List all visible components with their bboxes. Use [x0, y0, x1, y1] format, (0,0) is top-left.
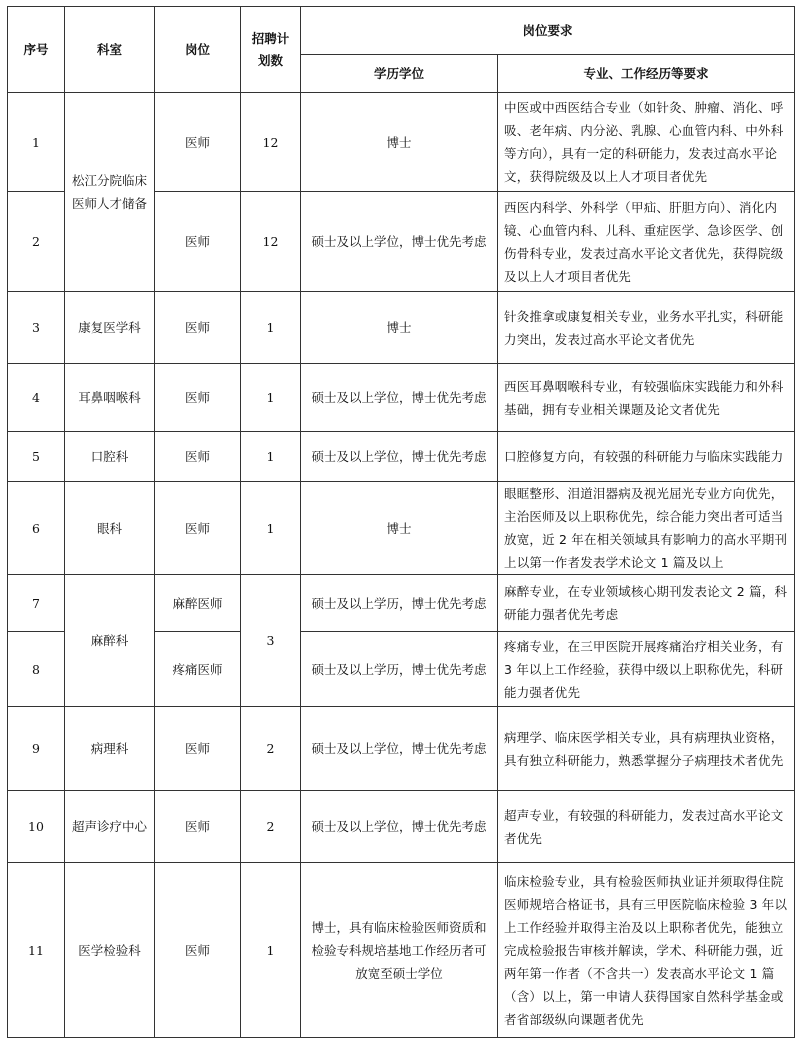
seq-cell: 2 [8, 192, 65, 292]
degree-cell: 硕士及以上学位，博士优先考虑 [301, 364, 498, 432]
header-post: 岗位 [155, 7, 241, 93]
table-row [8, 482, 795, 575]
major-cell: 口腔修复方向，有较强的科研能力与临床实践能力 [498, 432, 795, 482]
degree-cell: 硕士及以上学位，博士优先考虑 [301, 707, 498, 791]
table-row [8, 292, 795, 364]
seq-cell: 10 [8, 791, 65, 863]
quota-cell: 1 [241, 863, 301, 1038]
header-degree: 学历学位 [301, 55, 498, 93]
post-cell: 医师 [155, 482, 241, 575]
major-cell: 麻醉专业，在专业领域核心期刊发表论文 2 篇，科研能力强者优先考虑 [498, 575, 795, 632]
dept-cell: 松江分院临床医师人才储备 [65, 93, 155, 292]
dept-cell: 超声诊疗中心 [65, 791, 155, 863]
header-dept: 科室 [65, 7, 155, 93]
post-cell: 医师 [155, 364, 241, 432]
dept-cell: 眼科 [65, 482, 155, 575]
recruitment-table [7, 6, 795, 1038]
degree-cell: 硕士及以上学位，博士优先考虑 [301, 432, 498, 482]
seq-cell: 8 [8, 632, 65, 707]
quota-cell: 2 [241, 791, 301, 863]
degree-cell: 硕士及以上学位，博士优先考虑 [301, 192, 498, 292]
degree-cell: 博士，具有临床检验医师资质和检验专科规培基地工作经历者可放宽至硕士学位 [301, 863, 498, 1038]
quota-cell: 1 [241, 292, 301, 364]
major-cell: 西医内科学、外科学（甲疝、肝胆方向）、消化内镜、心血管内科、儿科、重症医学、急诊医学、创伤骨科专业，发表过高水平论文者优先，获得院级及以上人才项目者优先 [498, 192, 795, 292]
dept-cell: 病理科 [65, 707, 155, 791]
major-cell: 超声专业，有较强的科研能力，发表过高水平论文者优先 [498, 791, 795, 863]
degree-cell: 博士 [301, 482, 498, 575]
quota-cell: 1 [241, 364, 301, 432]
header-row [8, 7, 795, 55]
header-quota: 招聘计划数 [241, 7, 301, 93]
major-cell: 针灸推拿或康复相关专业，业务水平扎实，科研能力突出，发表过高水平论文者优先 [498, 292, 795, 364]
post-cell: 麻醉医师 [155, 575, 241, 632]
degree-cell: 硕士及以上学历，博士优先考虑 [301, 632, 498, 707]
quota-cell: 1 [241, 482, 301, 575]
seq-cell: 3 [8, 292, 65, 364]
dept-cell: 麻醉科 [65, 575, 155, 707]
post-cell: 医师 [155, 93, 241, 192]
degree-cell: 硕士及以上学位，博士优先考虑 [301, 791, 498, 863]
seq-cell: 9 [8, 707, 65, 791]
major-cell: 临床检验专业，具有检验医师执业证并须取得住院医师规培合格证书，具有三甲医院临床检验 3 年以上工作经验并取得主治及以上职称者优先，能独立完成检验报告审核并解读，学术、科研能力强，近两年第一作者（不含共一）发表高水平论文 1 篇（含）以上，第一申请人获得国家自然科学基金或者省部级纵向课题者优先 [498, 863, 795, 1038]
quota-cell: 12 [241, 93, 301, 192]
header-seq: 序号 [8, 7, 65, 93]
degree-cell: 硕士及以上学历，博士优先考虑 [301, 575, 498, 632]
quota-cell: 12 [241, 192, 301, 292]
dept-cell: 医学检验科 [65, 863, 155, 1038]
table-row [8, 93, 795, 192]
seq-cell: 6 [8, 482, 65, 575]
degree-cell: 博士 [301, 93, 498, 192]
seq-cell: 1 [8, 93, 65, 192]
post-cell: 疼痛医师 [155, 632, 241, 707]
major-cell: 疼痛专业，在三甲医院开展疼痛治疗相关业务，有 3 年以上工作经验，获得中级以上职称优先，科研能力强者优先 [498, 632, 795, 707]
quota-cell: 2 [241, 707, 301, 791]
major-cell: 中医或中西医结合专业（如针灸、肿瘤、消化、呼吸、老年病、内分泌、乳腺、心血管内科、中外科等方向），具有一定的科研能力，发表过高水平论文，获得院级及以上人才项目者优先 [498, 93, 795, 192]
major-cell: 眼眶整形、泪道泪器病及视光屈光专业方向优先，主治医师及以上职称优先，综合能力突出者可适当放宽，近 2 年在相关领域具有影响力的高水平期刊上以第一作者发表学术论文 1 篇及以上 [498, 482, 795, 575]
post-cell: 医师 [155, 863, 241, 1038]
header-requirements: 岗位要求 [301, 7, 795, 55]
table-row [8, 432, 795, 482]
degree-cell: 博士 [301, 292, 498, 364]
seq-cell: 11 [8, 863, 65, 1038]
table-row [8, 791, 795, 863]
seq-cell: 7 [8, 575, 65, 632]
post-cell: 医师 [155, 292, 241, 364]
major-cell: 西医耳鼻咽喉科专业，有较强临床实践能力和外科基础，拥有专业相关课题及论文者优先 [498, 364, 795, 432]
quota-cell: 3 [241, 575, 301, 707]
seq-cell: 4 [8, 364, 65, 432]
header-major: 专业、工作经历等要求 [498, 55, 795, 93]
post-cell: 医师 [155, 192, 241, 292]
dept-cell: 康复医学科 [65, 292, 155, 364]
post-cell: 医师 [155, 432, 241, 482]
dept-cell: 口腔科 [65, 432, 155, 482]
dept-cell: 耳鼻咽喉科 [65, 364, 155, 432]
table-row [8, 707, 795, 791]
quota-cell: 1 [241, 432, 301, 482]
post-cell: 医师 [155, 791, 241, 863]
table-row [8, 863, 795, 1038]
seq-cell: 5 [8, 432, 65, 482]
table-row [8, 364, 795, 432]
table-row [8, 575, 795, 632]
post-cell: 医师 [155, 707, 241, 791]
major-cell: 病理学、临床医学相关专业，具有病理执业资格，具有独立科研能力，熟悉掌握分子病理技术者优先 [498, 707, 795, 791]
